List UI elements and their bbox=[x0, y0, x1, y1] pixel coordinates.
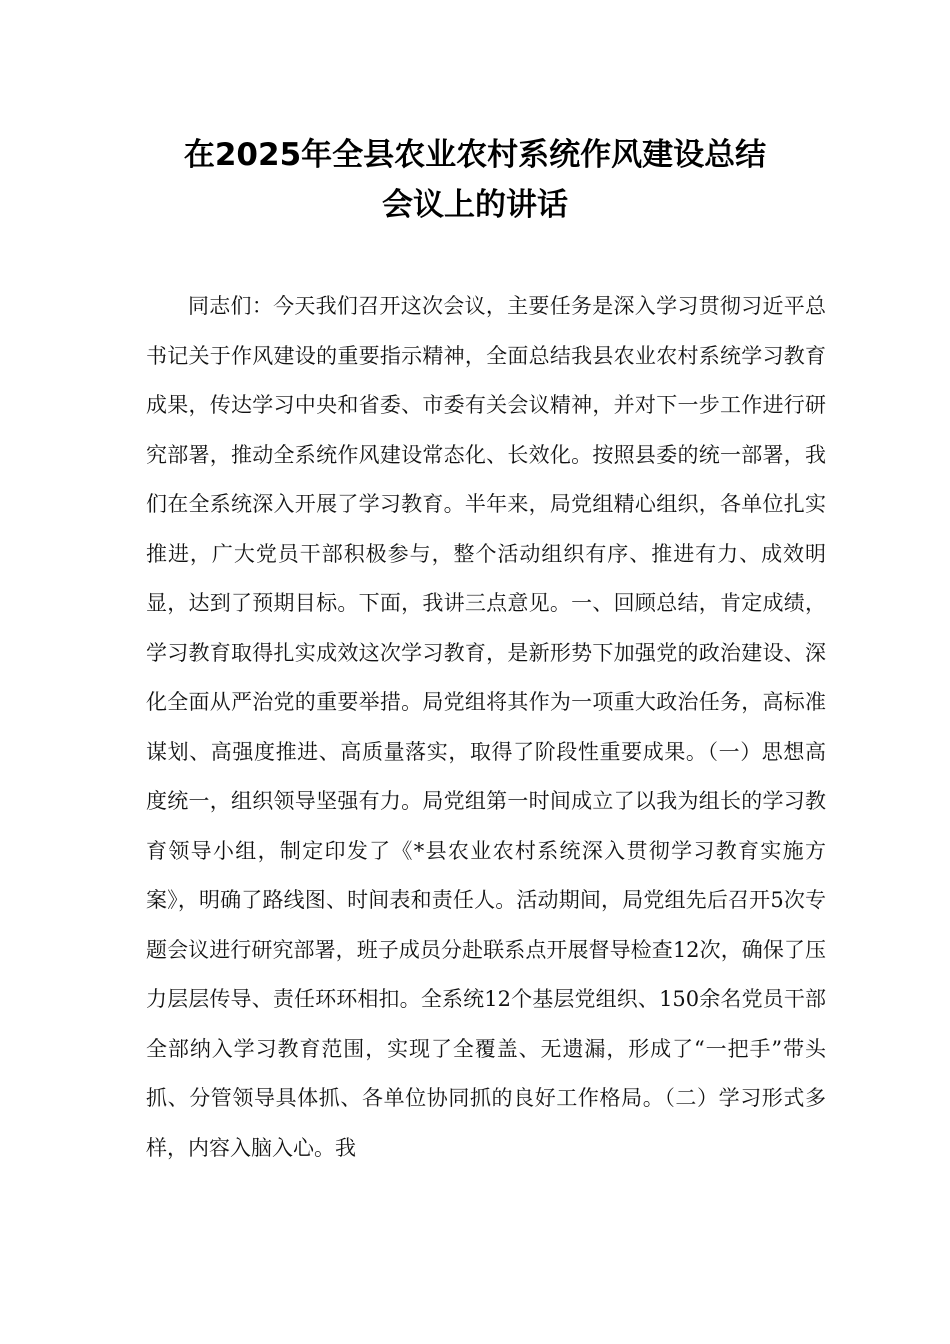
title-line-2: 会议上的讲话 bbox=[382, 187, 568, 223]
page-title bbox=[100, 130, 850, 230]
body-paragraph: 同志们：今天我们召开这次会议，主要任务是深入学习贯彻习近平总书记关于作风建设的重要指示精神，全面总结我县农业农村系统学习教育成果，传达学习中央和省委、市委有关会议精神，并对下一步工作进行研究部署，推动全系统作风建设常态化、长效化。按照县委的统一部署，我们在全系统深入开展了学习教育。半年来，局党组精心组织，各单位扎实推进，广大党员干部积极参与，整个活动组织有序、推进有力、成效明显，达到了预期目标。下面，我讲三点意见。一、回顾总结，肯定成绩，学习教育取得扎实成效这次学习教育，是新形势下加强党的政治建设、深化全面从严治党的重要举措。局党组将其作为一项重大政治任务，高标准谋划、高强度推进、高质量落实，取得了阶段性重要成果。（一）思想高度统一，组织领导坚强有力。局党组第一时间成立了以我为组长的学习教育领导小组，制定印发了《*县农业农村系统深入贯彻学习教育实施方案》，明确了路线图、时间表和责任人。活动期间，局党组先后召开5次专题会议进行研究部署，班子成员分赴联系点开展督导检查12次，确保了压力层层传导、责任环环相扣。全系统12个基层党组织、150余名党员干部全部纳入学习教育范围，实现了全覆盖、无遗漏，形成了“一把手”带头抓、分管领导具体抓、各单位协同抓的良好工作格局。（二）学习形式多样，内容入脑入心。我 bbox=[146, 294, 826, 1160]
title-line-1: 在2025年全县农业农村系统作风建设总结 bbox=[183, 137, 767, 173]
